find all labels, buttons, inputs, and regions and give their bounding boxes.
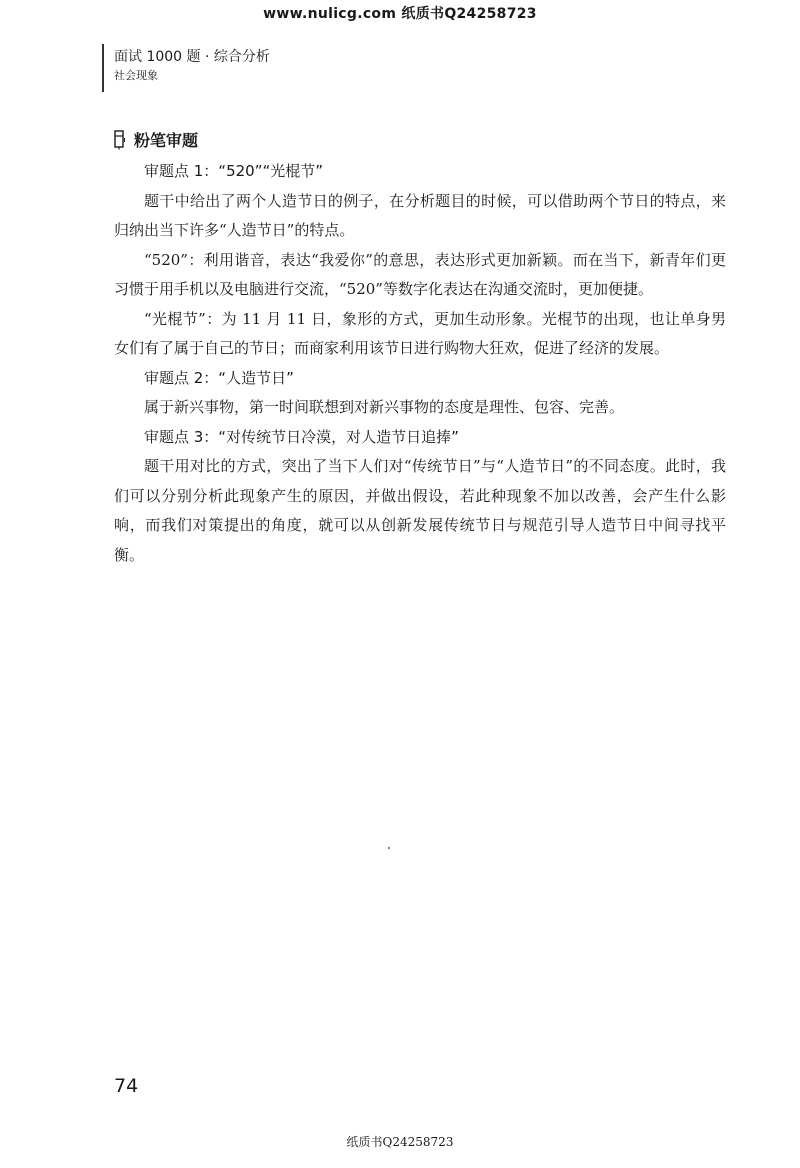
review-point-3: 审题点 3：“对传统节日冷漠，对人造节日追捧” <box>144 427 459 446</box>
review-point-1: 审题点 1：“520”“光棍节” <box>144 162 324 180</box>
body-paragraph: “光棍节”：为 11 月 11 日，象形的方式，更加生动形象。光棍节的出现，也让单身男女们有了属于自己的节日；而商家利用该节日进行购物大狂欢，促进了经济的发展。 <box>114 309 726 357</box>
page-number: 74 <box>114 1075 139 1097</box>
bottom-watermark: 纸质书Q24258723 <box>346 1135 454 1149</box>
running-head-title: 面试 1000 题 · 综合分析 <box>114 49 270 65</box>
decorative-dot <box>388 847 390 849</box>
body-paragraph: “520”：利用谐音，表达“我爱你”的意思，表达形式更加新颖。而在当下，新青年们更习惯于用手机以及电脑进行交流，“520”等数字化表达在沟通交流时，更加便捷。 <box>114 250 726 298</box>
body-paragraph: 题干用对比的方式，突出了当下人们对“传统节日”与“人造节日”的不同态度。此时，我们可以分别分析此现象产生的原因，并做出假设，若此种现象不加以改善，会产生什么影响，而我们对策提出的角度，就可以从创新发展传统节日与规范引导人造节日中间寻找平衡。 <box>114 457 726 564</box>
body-paragraph: 属于新兴事物，第一时间联想到对新兴事物的态度是理性、包容、完善。 <box>144 398 625 416</box>
pen-icon <box>114 130 126 150</box>
running-head-subtitle: 社会现象 <box>114 69 158 82</box>
body-paragraph: 题干中给出了两个人造节日的例子，在分析题目的时候，可以借助两个节日的特点，来归纳出当下许多“人造节日”的特点。 <box>114 191 726 239</box>
section-heading-text: 粉笔审题 <box>134 131 199 150</box>
running-head-rule <box>102 44 104 92</box>
analysis-content <box>114 157 726 570</box>
review-point-2: 审题点 2：“人造节日” <box>144 368 294 387</box>
top-watermark: www.nulicg.com 纸质书Q24258723 <box>263 6 537 22</box>
section-heading <box>114 128 198 151</box>
